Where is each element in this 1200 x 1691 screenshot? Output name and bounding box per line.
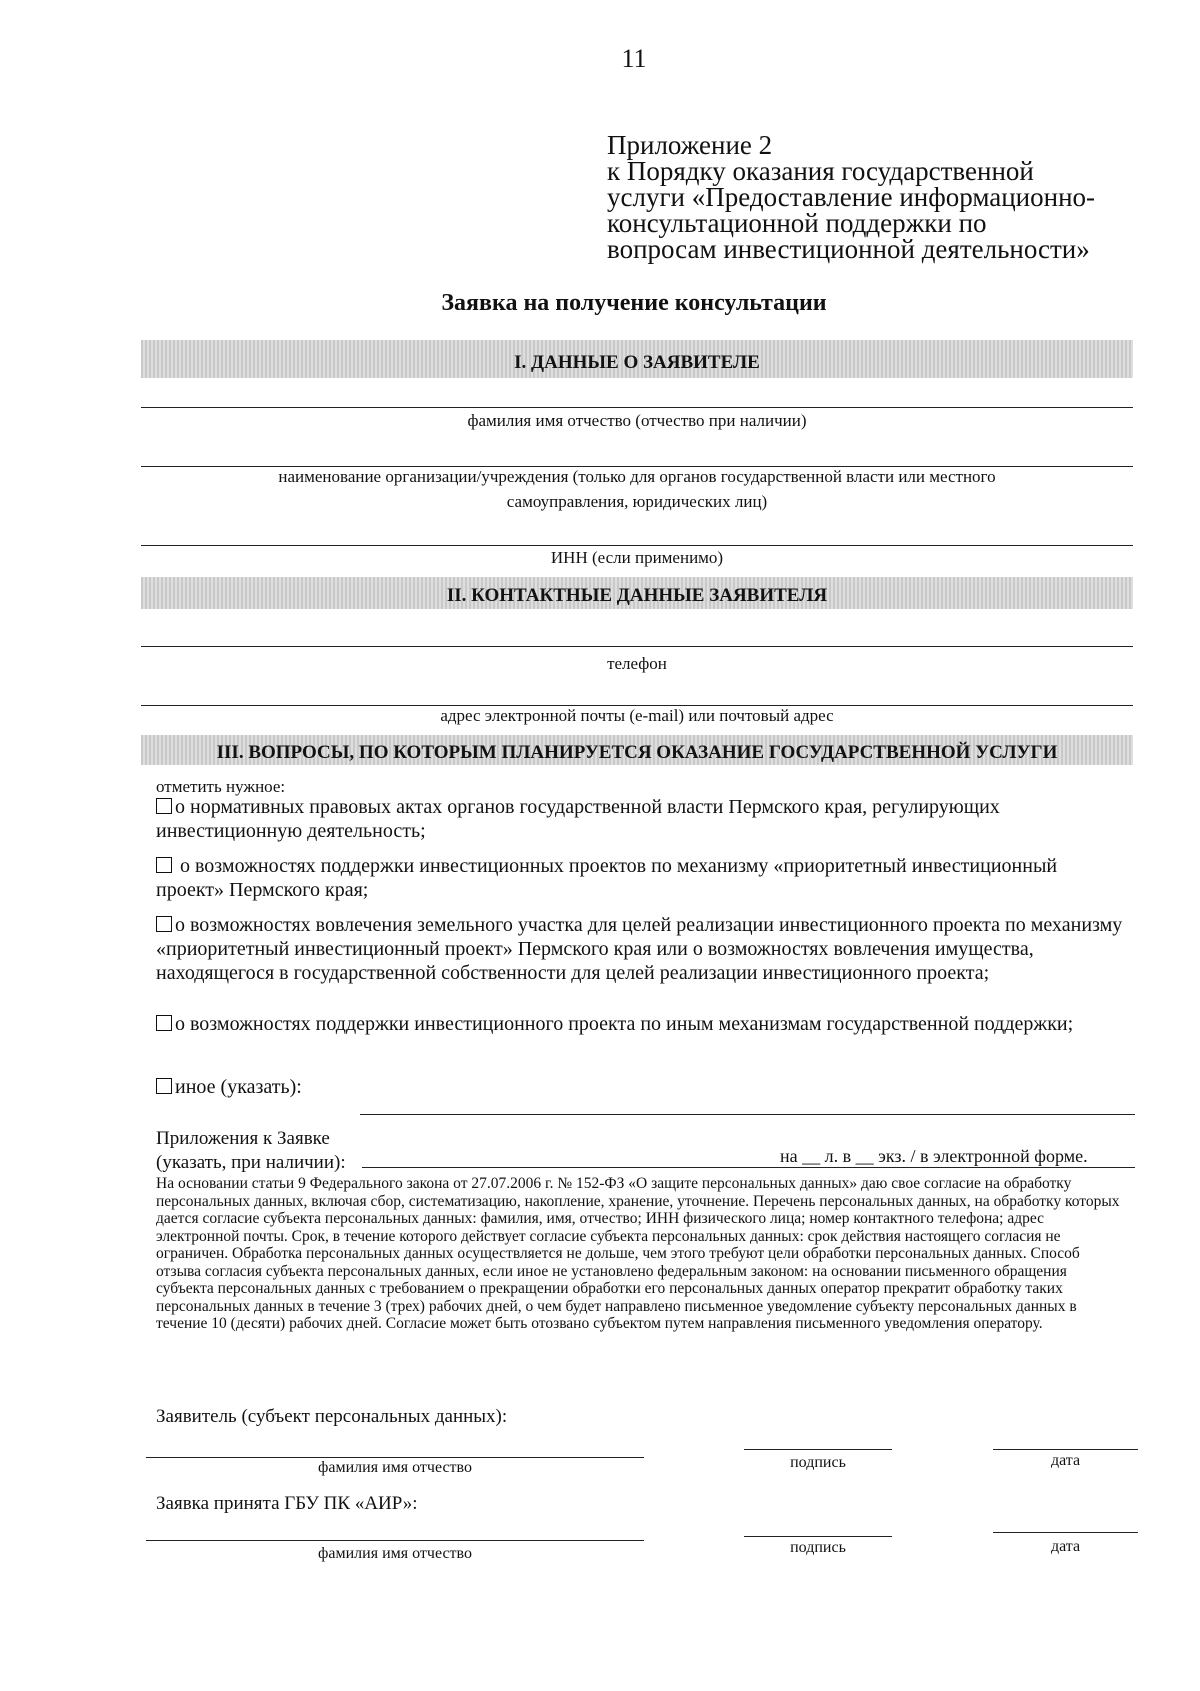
applicant-label: Заявитель (субъект персональных данных): — [156, 1406, 508, 1427]
applicant-date-line[interactable] — [993, 1449, 1138, 1450]
appendix-note — [607, 132, 1095, 262]
appendix-line: услуги «Предоставление информационно- — [607, 182, 1096, 212]
question-option[interactable] — [156, 1012, 1126, 1036]
applicant-fio-caption: фамилия имя отчество — [318, 1459, 472, 1476]
inn-caption: ИНН (если применимо) — [550, 548, 724, 567]
accepted-fio-line[interactable] — [146, 1540, 644, 1541]
question-option-text: о возможностях поддержки инвестиционных проектов по механизму «приоритетный инвестиционный проект» Пермского края; — [156, 855, 1058, 901]
accepted-date-caption: дата — [1050, 1538, 1081, 1555]
accepted-signature-caption: подпись — [790, 1539, 846, 1556]
checkbox[interactable] — [156, 1078, 172, 1094]
appendix-line: Приложение 2 — [607, 130, 773, 160]
phone-caption: телефон — [607, 654, 667, 673]
consent-text: На основании статьи 9 Федерального закона от 27.07.2006 г. № 152-ФЗ «О защите персональных данных» даю свое согласие на обработку персональных данных, включая сбор, систематизацию, накопление, хранение, уточнение. Перечень персональных данных, на обработку которых дается согласие субъекта персональных данных: фамилия, имя, отчество; ИНН физического лица; номер контактного телефона; адрес электронной почты. Срок, в течение которого действует согласие субъекта персональных данных: срок действия настоящего согласия не ограничен. Обработка персональных данных осуществляется не дольше, чем этого требуют цели обработки персональных данных. Способ отзыва согласия субъекта персональных данных, если иное не установлено федеральным законом: на основании письменного обращения субъекта персональных данных с требованием о прекращении обработки его персональных данных оператор прекратит обработку таких персональных данных в течение 3 (трех) рабочих дней, о чем будет направлено письменное уведомление субъекту персональных данных в течение 10 (десяти) рабочих дней. Согласие может быть отозвано субъектом путем направления письменного уведомления оператору. — [156, 1175, 1120, 1332]
other-field-line[interactable] — [360, 1114, 1135, 1115]
page-number: 11 — [621, 44, 647, 73]
question-option-text: о возможностях поддержки инвестиционного проекта по иным механизмам государственной поддержки; — [175, 1013, 1074, 1035]
accepted-date-line[interactable] — [993, 1532, 1138, 1533]
attachments-label-line2: (указать, при наличии): — [156, 1152, 346, 1173]
appendix-line: к Порядку оказания государственной — [607, 156, 1034, 186]
accepted-fio-caption: фамилия имя отчество — [318, 1545, 472, 1562]
applicant-fio-line[interactable] — [146, 1457, 644, 1458]
question-option-text: иное (указать): — [175, 1076, 302, 1098]
accepted-label: Заявка принята ГБУ ПК «АИР»: — [156, 1493, 418, 1514]
section-header-applicant: I. ДАННЫЕ О ЗАЯВИТЕЛЕ — [141, 340, 1133, 378]
checkbox[interactable] — [156, 857, 172, 873]
inn-field-line[interactable] — [141, 545, 1133, 546]
attachments-suffix: на __ л. в __ экз. / в электронной форме. — [780, 1146, 1088, 1166]
accepted-signature-line[interactable] — [744, 1536, 892, 1537]
question-option-other[interactable] — [156, 1075, 1126, 1099]
section-header-contacts: II. КОНТАКТНЫЕ ДАННЫЕ ЗАЯВИТЕЛЯ — [141, 577, 1133, 609]
fio-field-line[interactable] — [141, 407, 1133, 408]
checkbox[interactable] — [156, 798, 172, 814]
applicant-signature-caption: подпись — [790, 1454, 846, 1471]
section-header-questions: III. ВОПРОСЫ, ПО КОТОРЫМ ПЛАНИРУЕТСЯ ОКАЗАНИЕ ГОСУДАРСТВЕННОЙ УСЛУГИ — [141, 735, 1133, 765]
appendix-line: консультационной поддержки по — [607, 208, 987, 238]
attachments-field-line[interactable] — [362, 1167, 1135, 1168]
question-option[interactable] — [156, 795, 1126, 843]
form-title: Заявка на получение консультации — [441, 290, 827, 316]
question-option[interactable] — [156, 913, 1126, 985]
checkbox[interactable] — [156, 1015, 172, 1031]
organization-caption-line1: наименование организации/учреждения (только для органов государственной власти или местного — [278, 467, 996, 486]
applicant-date-caption: дата — [1050, 1452, 1081, 1469]
organization-caption-line2: самоуправления, юридических лиц) — [506, 492, 768, 511]
checkbox[interactable] — [156, 916, 172, 932]
question-option-text: о нормативных правовых актах органов государственной власти Пермского края, регулирующих инвестиционную деятельность; — [156, 796, 1000, 842]
question-option[interactable] — [156, 854, 1126, 902]
email-caption: адрес электронной почты (e-mail) или почтовый адрес — [440, 706, 834, 725]
phone-field-line[interactable] — [141, 646, 1133, 647]
applicant-signature-line[interactable] — [744, 1449, 892, 1450]
question-option-text: о возможностях вовлечения земельного участка для целей реализации инвестиционного проекта по механизму «приоритетный инвестиционный проект» Пермского края или о возможностях вовлечения имущества, находящегося в государственной собственности для целей реализации инвестиционного проекта; — [156, 914, 1123, 984]
fio-caption: фамилия имя отчество (отчество при наличии) — [467, 411, 807, 430]
questions-instruction: отметить нужное: — [156, 777, 286, 796]
attachments-label-line1: Приложения к Заявке — [156, 1128, 330, 1149]
appendix-line: вопросам инвестиционной деятельности» — [607, 234, 1090, 264]
